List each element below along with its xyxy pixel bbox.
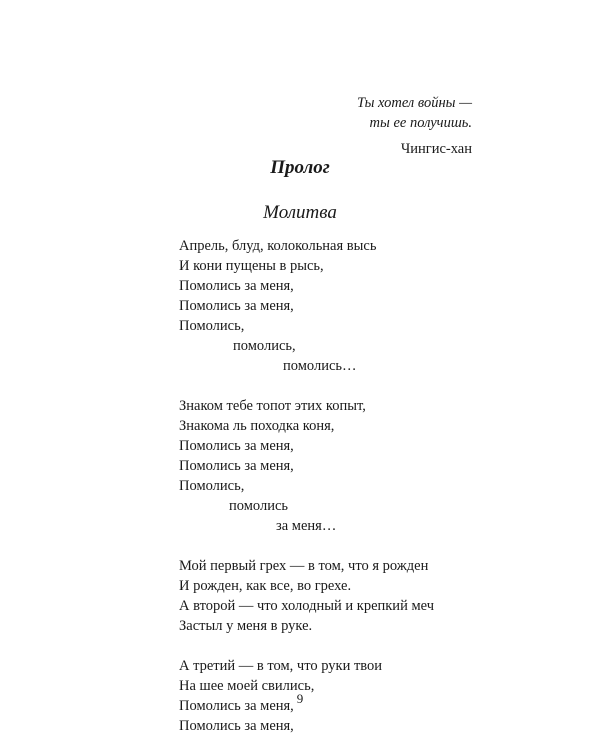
poem-line: Помолись за меня, xyxy=(179,298,294,314)
poem-line: Помолись, xyxy=(179,318,245,334)
poem-line: Апрель, блуд, колокольная высь xyxy=(179,238,377,254)
epigraph xyxy=(357,93,472,159)
poem-line: Знакома ль походка коня, xyxy=(179,418,335,434)
stanza xyxy=(179,556,434,636)
poem-line: Помолись за меня, xyxy=(179,438,294,454)
poem-line: Помолись за меня, xyxy=(179,698,294,714)
poem-line: Помолись за меня, xyxy=(179,278,294,294)
poem-line: помолись, xyxy=(233,338,296,354)
poem-line: за меня… xyxy=(276,518,337,534)
poem-line: Помолись за меня, xyxy=(179,718,294,734)
poem-title: Молитва xyxy=(263,202,337,223)
poem-line: На шее моей свились, xyxy=(179,678,315,694)
stanza xyxy=(179,396,434,536)
poem-body xyxy=(179,236,434,756)
section-title: Пролог xyxy=(270,157,330,178)
poem-line: Помолись, xyxy=(179,478,245,494)
poem-line: И рожден, как все, во грехе. xyxy=(179,578,352,594)
page-number: 9 xyxy=(296,691,304,706)
stanza xyxy=(179,236,434,376)
epigraph-quote-line: ты ее получишь. xyxy=(369,115,472,131)
poem-line: Помолись за меня, xyxy=(179,458,294,474)
poem-line: Застыл у меня в руке. xyxy=(179,618,313,634)
poem-line: И кони пущены в рысь, xyxy=(179,258,324,274)
poem-line: А третий — в том, что руки твои xyxy=(179,658,383,674)
poem-line: Мой первый грех — в том, что я рожден xyxy=(179,558,429,574)
epigraph-quote-line: Ты хотел войны — xyxy=(357,95,472,111)
poem-line: помолись xyxy=(229,498,289,514)
epigraph-author: Чингис-хан xyxy=(400,141,472,157)
poem-line: Знаком тебе топот этих копыт, xyxy=(179,398,366,414)
poem-line: помолись… xyxy=(283,358,357,374)
poem-line: А второй — что холодный и крепкий меч xyxy=(179,598,434,614)
